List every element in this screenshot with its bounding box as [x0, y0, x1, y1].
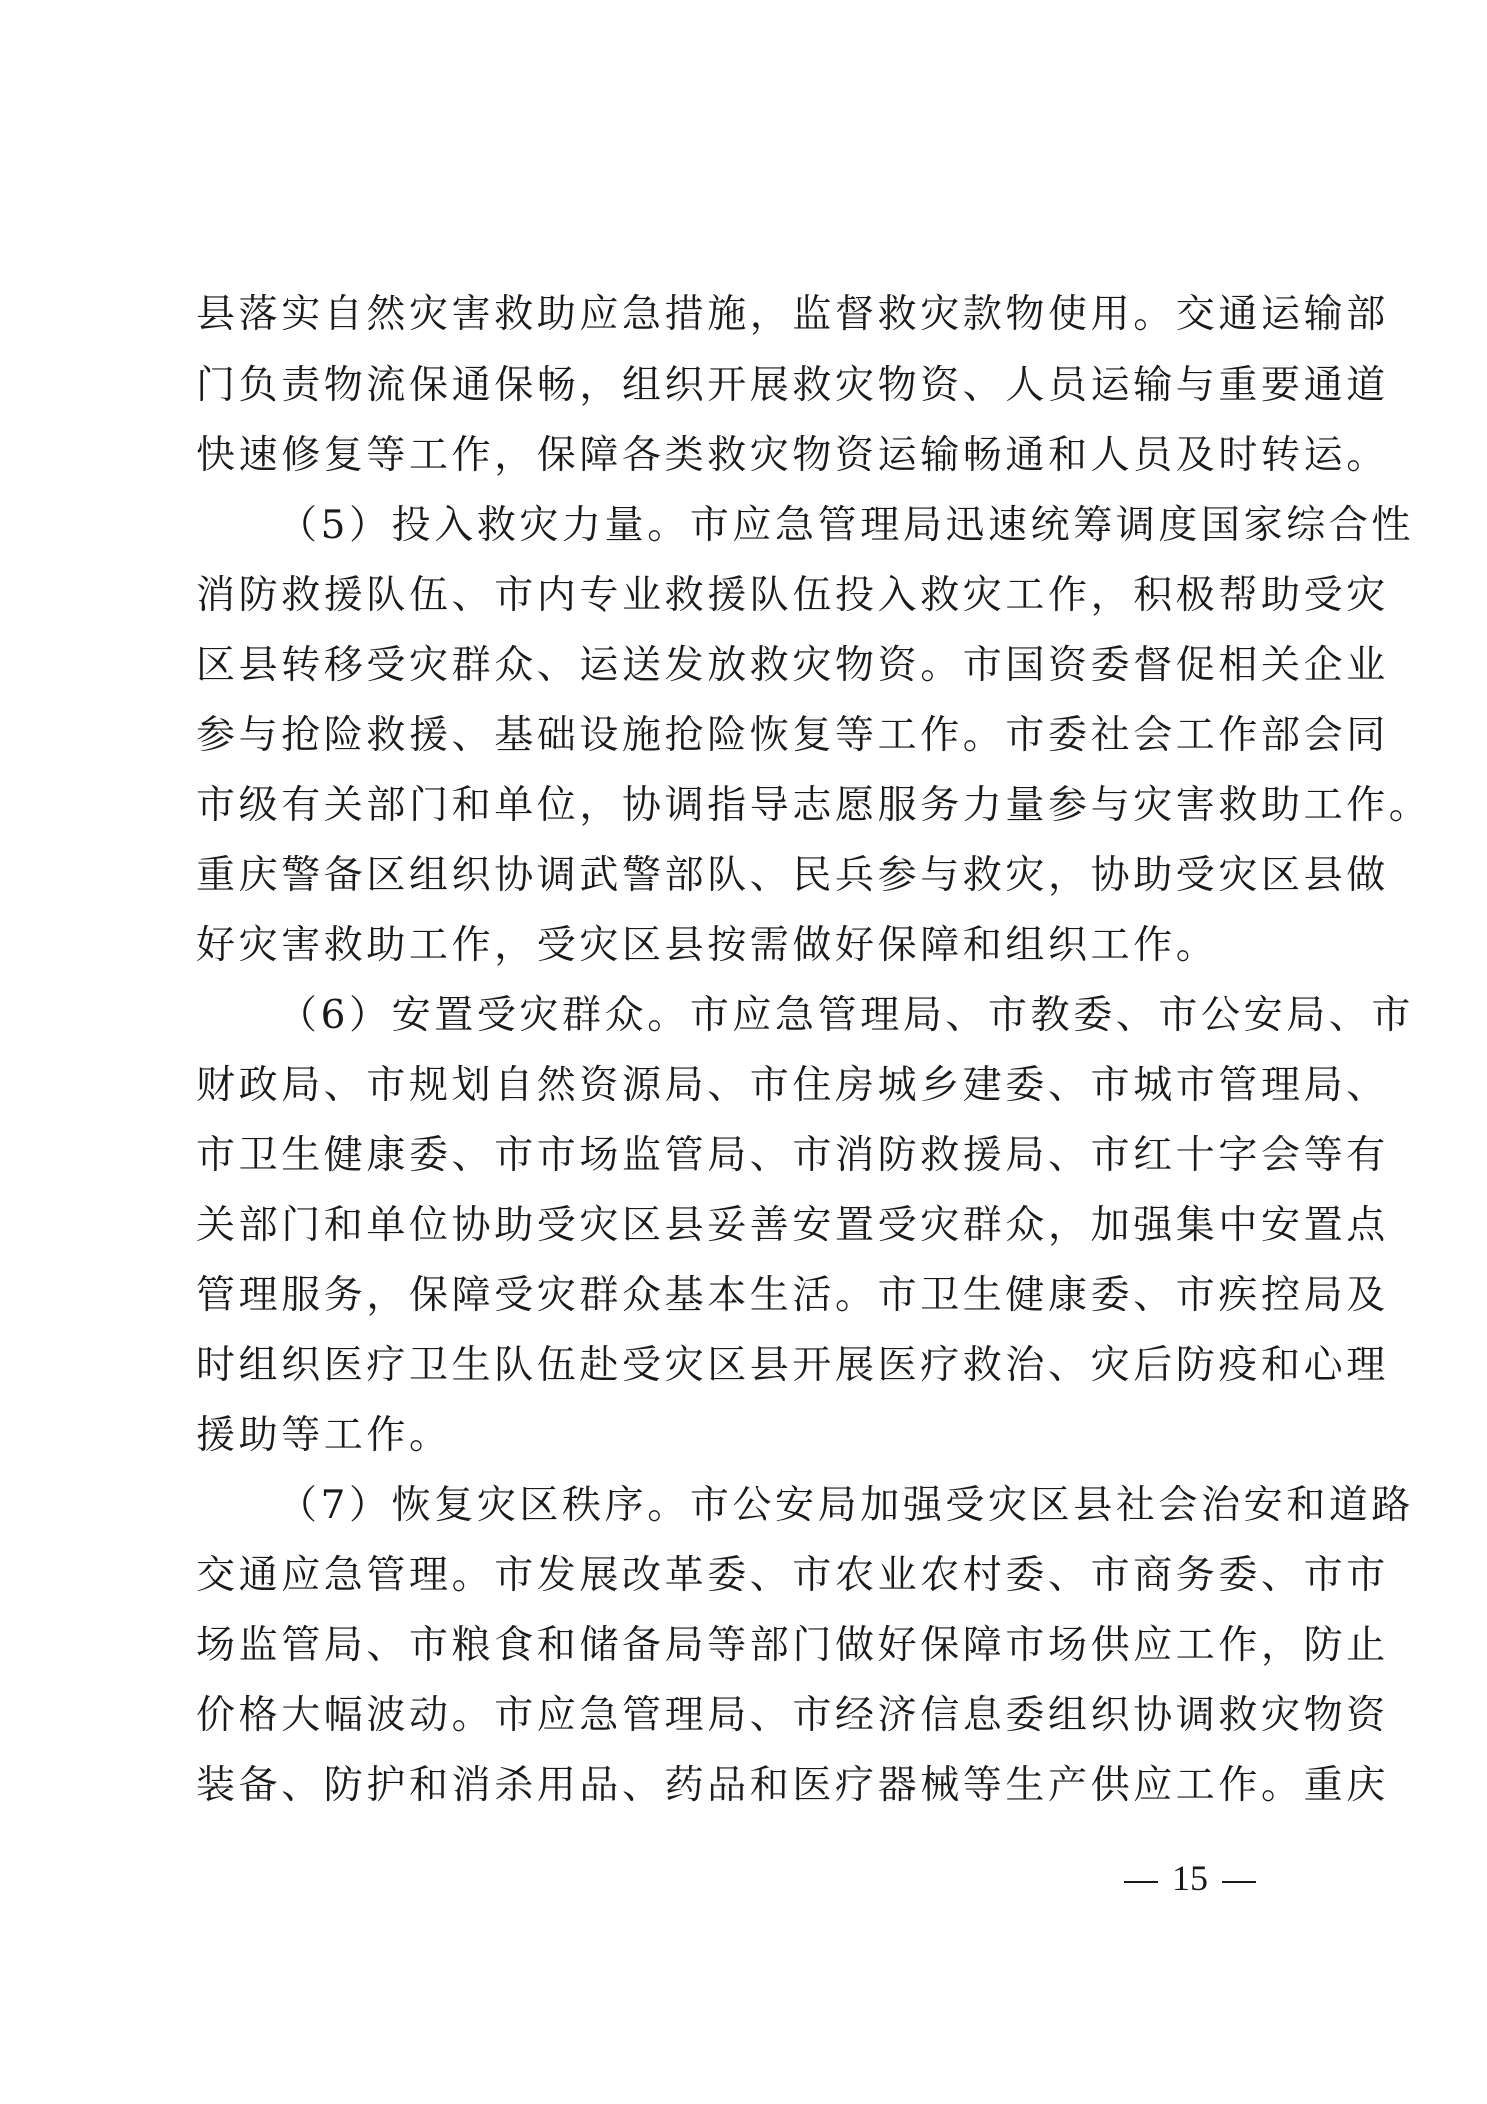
right-dash — [1222, 1881, 1256, 1883]
body-line: 市级有关部门和单位，协调指导志愿服务力量参与灾害救助工作。 — [196, 783, 1432, 828]
body-line: 财政局、市规划自然资源局、市住房城乡建委、市城市管理局、 — [196, 1063, 1389, 1108]
body-line: 管理服务，保障受灾群众基本生活。市卫生健康委、市疾控局及 — [196, 1273, 1389, 1318]
body-line: 市卫生健康委、市市场监管局、市消防救援局、市红十字会等有 — [196, 1133, 1389, 1178]
body-line: 好灾害救助工作，受灾区县按需做好保障和组织工作。 — [196, 923, 1219, 968]
body-line: 援助等工作。 — [196, 1413, 452, 1458]
page-number: 15 — [1172, 1858, 1208, 1898]
body-line: 关部门和单位协助受灾区县妥善安置受灾群众，加强集中安置点 — [196, 1203, 1389, 1248]
body-line: 消防救援队伍、市内专业救援队伍投入救灾工作，积极帮助受灾 — [196, 573, 1389, 618]
paragraph-7-heading-line: （7）恢复灾区秩序。市公安局加强受灾区县社会治安和道路 — [278, 1483, 1415, 1528]
body-line: 时组织医疗卫生队伍赴受灾区县开展医疗救治、灾后防疫和心理 — [196, 1343, 1389, 1388]
left-dash — [1124, 1881, 1158, 1883]
page-footer — [1110, 1853, 1310, 1903]
paragraph-6-heading-line: （6）安置受灾群众。市应急管理局、市教委、市公安局、市 — [278, 993, 1415, 1038]
body-line: 装备、防护和消杀用品、药品和医疗器械等生产供应工作。重庆 — [196, 1763, 1389, 1808]
body-line: 门负责物流保通保畅，组织开展救灾物资、人员运输与重要通道 — [196, 363, 1389, 408]
body-line: 县落实自然灾害救助应急措施，监督救灾款物使用。交通运输部 — [196, 292, 1389, 337]
body-line: 区县转移受灾群众、运送发放救灾物资。市国资委督促相关企业 — [196, 643, 1389, 688]
body-line: 价格大幅波动。市应急管理局、市经济信息委组织协调救灾物资 — [196, 1693, 1389, 1738]
body-line: 快速修复等工作，保障各类救灾物资运输畅通和人员及时转运。 — [196, 433, 1389, 478]
body-line: 交通应急管理。市发展改革委、市农业农村委、市商务委、市市 — [196, 1553, 1389, 1598]
paragraph-5-heading-line: （5）投入救灾力量。市应急管理局迅速统筹调度国家综合性 — [278, 503, 1415, 548]
body-line: 参与抢险救援、基础设施抢险恢复等工作。市委社会工作部会同 — [196, 713, 1389, 758]
body-line: 场监管局、市粮食和储备局等部门做好保障市场供应工作，防止 — [196, 1623, 1389, 1668]
body-line: 重庆警备区组织协调武警部队、民兵参与救灾，协助受灾区县做 — [196, 853, 1389, 898]
